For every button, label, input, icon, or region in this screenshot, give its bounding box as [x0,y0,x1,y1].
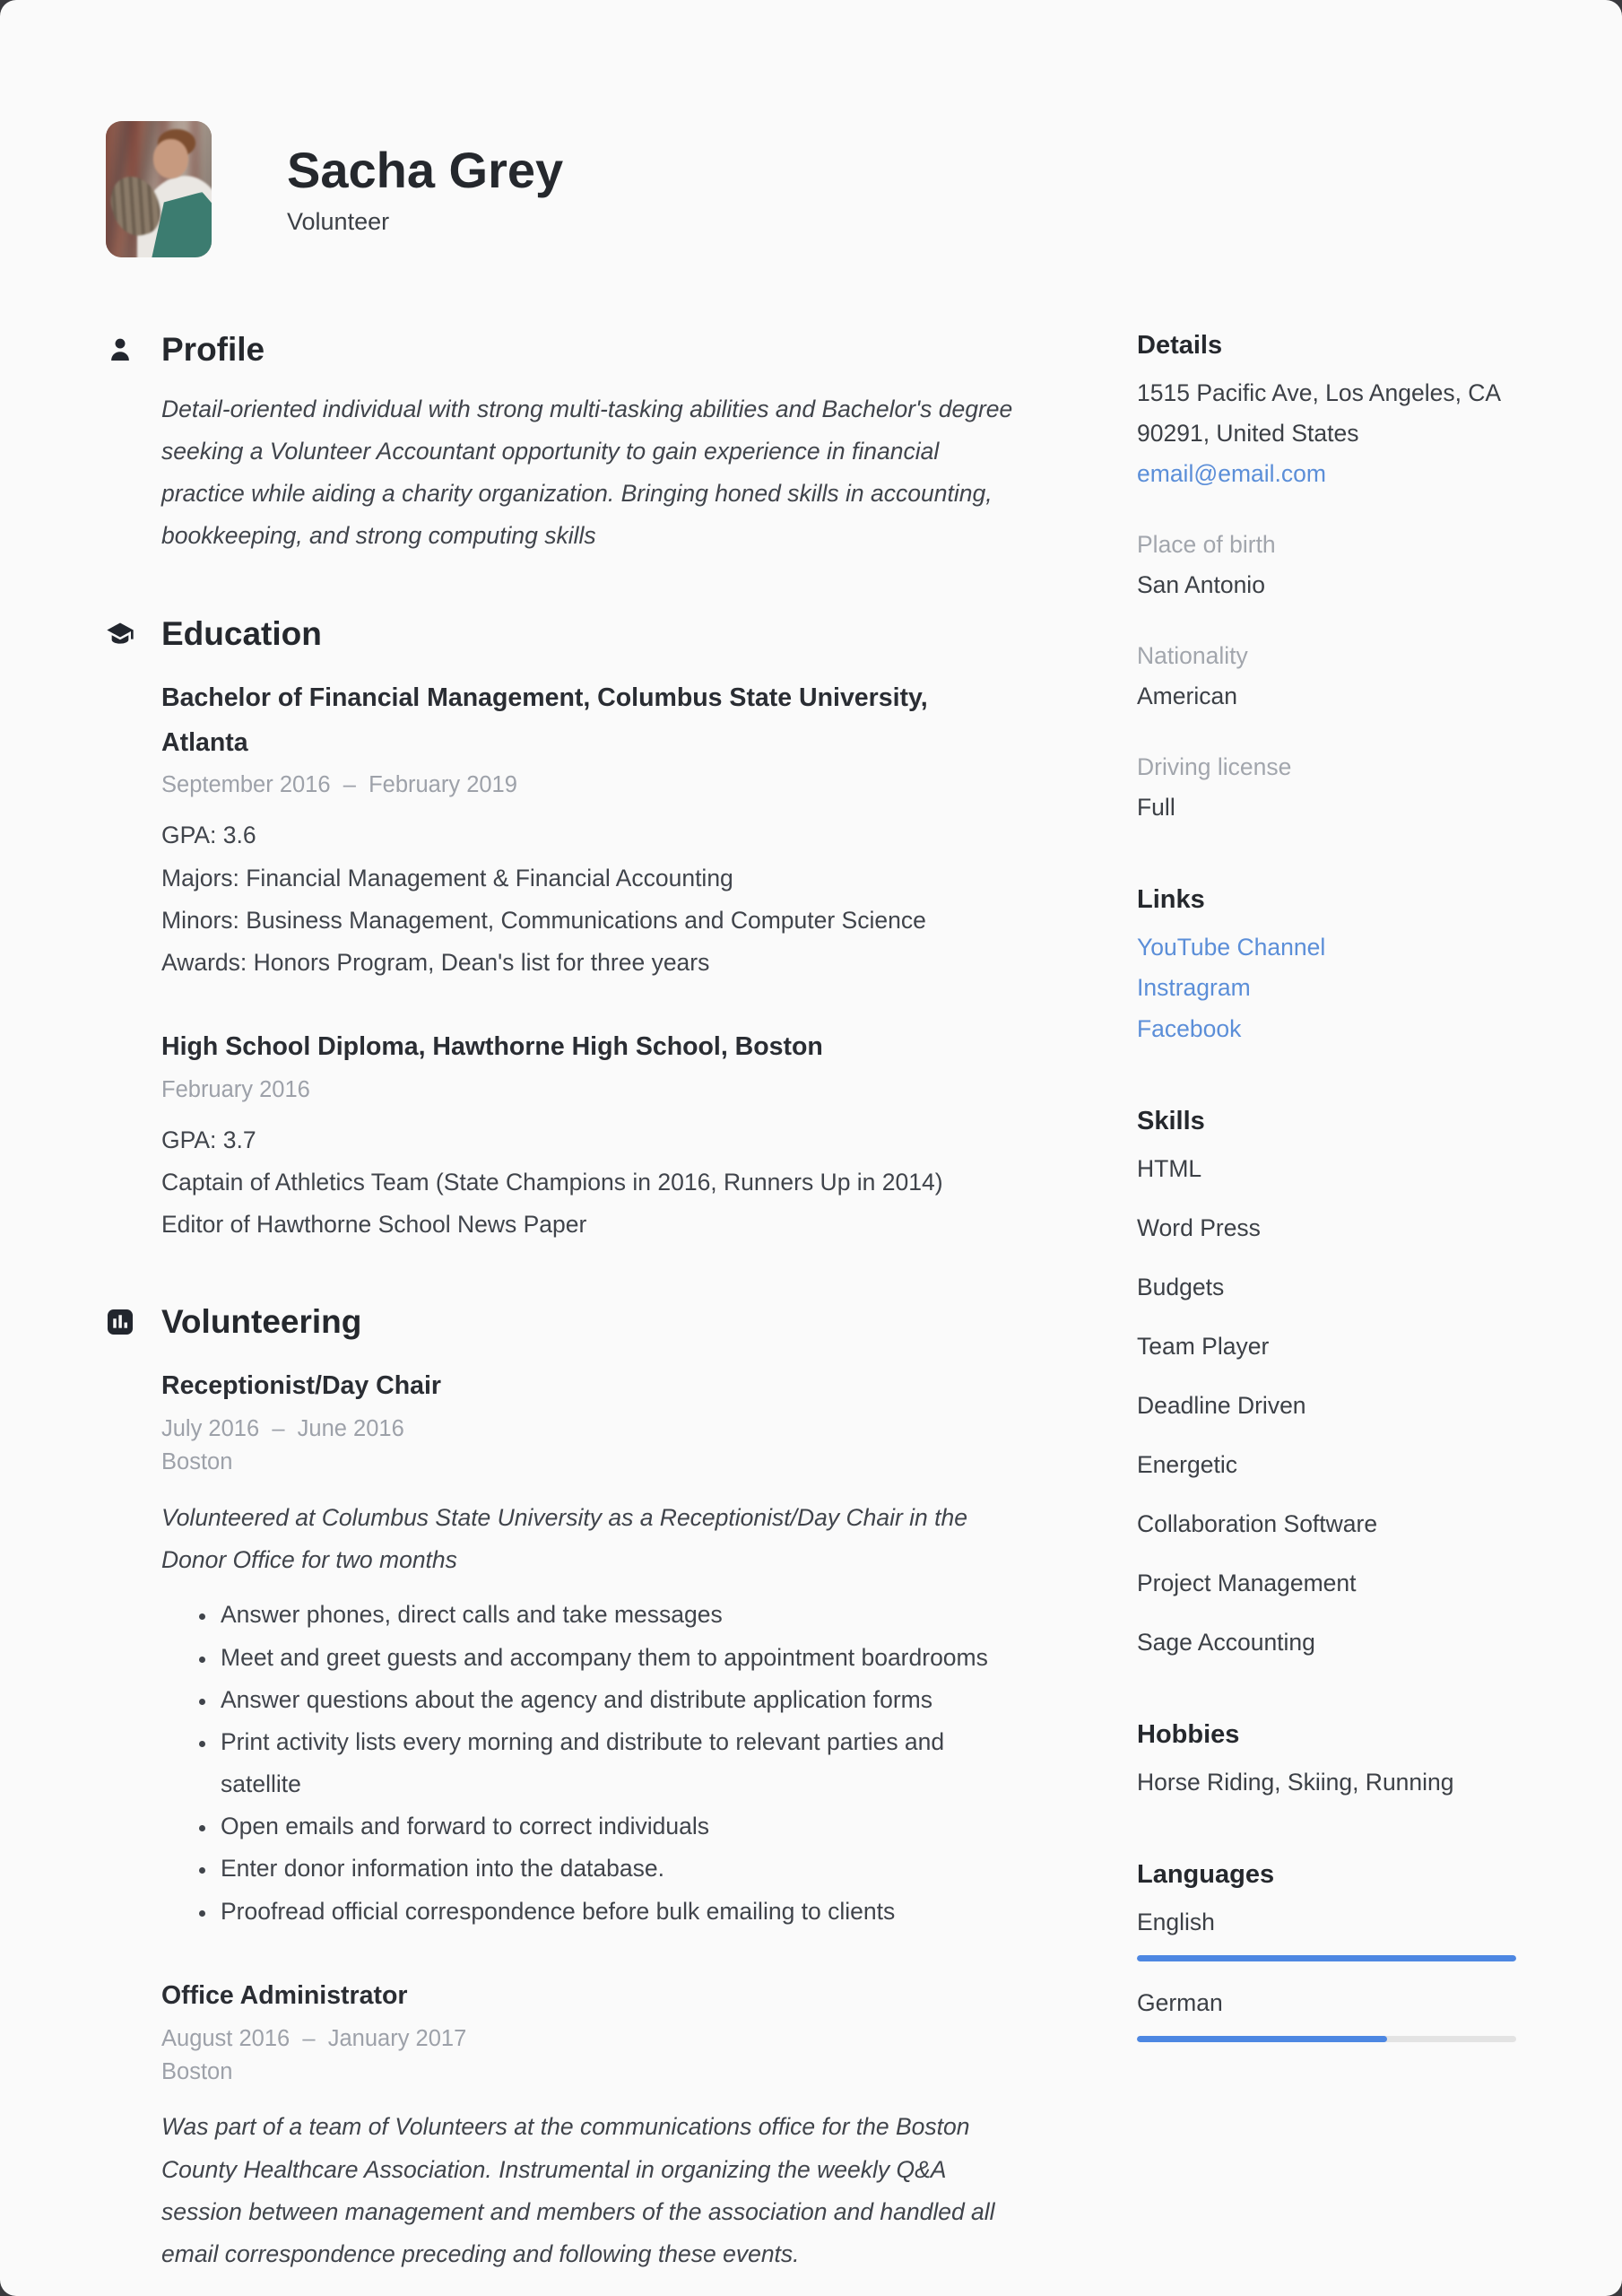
education-detail-line: Awards: Honors Program, Dean's list for three years [161,948,710,976]
education-heading: Education [161,614,322,652]
person-job-title: Volunteer [287,208,390,236]
field-label: Driving license [1137,753,1292,781]
language-level-bar [1137,2036,1516,2042]
bar-chart-icon [106,1308,134,1336]
diploma-title: High School Diploma, Hawthorne High School, Boston [161,1031,823,1061]
field-value: Full [1137,794,1175,822]
volunteering-section [106,1303,1013,2275]
languages-heading: Languages [1137,1860,1275,1890]
skill-item: Word Press [1137,1213,1261,1241]
detail-field [1137,747,1516,828]
education-body [161,676,1013,1247]
skill-item: Budgets [1137,1273,1225,1300]
person-icon [106,335,134,364]
education-dates: September 2016 – February 2019 [161,772,517,798]
main-column [106,331,1013,2275]
person-name: Sacha Grey [287,141,564,198]
role-bullet-list [161,1594,1013,1932]
education-detail-line: Majors: Financial Management & Financial Accounting [161,864,733,891]
education-detail-line: GPA: 3.6 [161,822,256,849]
profile-section-header [106,331,1013,369]
email-link[interactable]: email@email.com [1137,460,1326,488]
skill-item: Collaboration Software [1137,1509,1378,1537]
hobbies-section [1137,1720,1516,1803]
links-heading: Links [1137,885,1205,915]
address-line: 90291, United States [1137,420,1359,448]
instagram-link[interactable]: Instragram [1137,974,1251,1002]
education-dates: February 2016 [161,1076,310,1102]
bullet-item: • Meet and greet guests and accompany them to appointment boardrooms [217,1637,1013,1679]
skills-heading: Skills [1137,1106,1205,1135]
volunteering-entry [161,1974,1013,2275]
detail-field [1137,525,1516,605]
profile-photo [106,121,212,257]
education-detail-line: Minors: Business Management, Communications and Computer Science [161,906,926,934]
bullet-item: • Proofread official correspondence before bulk emailing to clients [217,1891,1013,1933]
skill-item: Project Management [1137,1569,1357,1596]
role-dates: August 2016 – January 2017 [161,2025,467,2051]
links-section [1137,885,1516,1048]
facebook-link[interactable]: Facebook [1137,1014,1242,1042]
role-summary: Was part of a team of Volunteers at the communications office for the Boston County Healthcare Association. Instrumental in organizing the weekly Q&A session between management and members of the association and handled all email correspondence preceding and following these events. [161,2113,995,2267]
skill-item: HTML [1137,1154,1202,1182]
language-level-bar [1137,1955,1516,1961]
education-detail-line: Editor of Hawthorne School News Paper [161,1211,587,1239]
details-section [1137,331,1516,828]
field-value: San Antonio [1137,571,1265,599]
languages-section [1137,1860,1516,2042]
sidebar [1137,331,1516,2275]
hobbies-heading: Hobbies [1137,1719,1240,1749]
skill-item: Team Player [1137,1332,1270,1360]
role-location: Boston [161,2058,233,2084]
details-heading: Details [1137,331,1223,360]
skill-item: Sage Accounting [1137,1628,1315,1656]
education-entry [161,1025,1013,1246]
profile-body [161,388,1013,558]
role-location: Boston [161,1449,233,1475]
role-dates: July 2016 – June 2016 [161,1416,404,1442]
language-item [1137,1983,1516,2042]
bullet-item: • Answer phones, direct calls and take messages [217,1594,1013,1636]
language-name: English [1137,1909,1215,1936]
bullet-item: • Print activity lists every morning and distribute to relevant parties and satellite [217,1721,1013,1805]
field-label: Nationality [1137,642,1248,670]
role-summary: Volunteered at Columbus State University as a Receptionist/Day Chair in the Donor Office for two months [161,1504,967,1574]
education-section-header [106,615,1013,653]
profile-section [106,331,1013,558]
language-level-fill [1137,1955,1516,1961]
skills-section [1137,1107,1516,1663]
profile-heading: Profile [161,331,265,368]
skill-item: Deadline Driven [1137,1391,1306,1419]
field-label: Place of birth [1137,531,1276,559]
hobbies-text: Horse Riding, Skiing, Running [1137,1768,1454,1796]
volunteering-heading: Volunteering [161,1303,362,1341]
youtube-link[interactable]: YouTube Channel [1137,934,1326,961]
education-detail-line: Captain of Athletics Team (State Champions in 2016, Runners Up in 2014) [161,1168,943,1196]
language-name: German [1137,1989,1223,2017]
field-value: American [1137,683,1237,710]
education-details [161,1119,1013,1246]
language-item [1137,1902,1516,1961]
role-title: Office Administrator [161,1980,408,2010]
header [106,121,1622,257]
graduation-cap-icon [106,620,134,648]
volunteering-body [161,1364,1013,2275]
education-details [161,814,1013,984]
education-entry [161,676,1013,984]
bullet-item: • Answer questions about the agency and distribute application forms [217,1679,1013,1721]
degree-title: Bachelor of Financial Management, Columbus State University, Atlanta [161,683,928,757]
education-detail-line: GPA: 3.7 [161,1126,256,1153]
role-title: Receptionist/Day Chair [161,1371,441,1401]
photo-person-head [153,139,188,178]
detail-field [1137,636,1516,717]
bullet-item: • Open emails and forward to correct individuals [217,1805,1013,1848]
education-section [106,615,1013,1247]
skill-item: Energetic [1137,1450,1237,1478]
volunteering-entry [161,1364,1013,1932]
bullet-item: • Enter donor information into the database. [217,1848,1013,1890]
content-columns [106,331,1622,2275]
header-text [287,143,563,237]
address-line: 1515 Pacific Ave, Los Angeles, CA [1137,379,1502,406]
language-level-fill [1137,2036,1387,2042]
profile-summary: Detail-oriented individual with strong multi-tasking abilities and Bachelor's degree seeking a Volunteer Accountant opportunity to gain experience in financial practice while aiding a charity organization. Bringing honed skills in accounting, bookkeeping, and strong computing skills [161,396,1013,550]
volunteering-section-header [106,1303,1013,1341]
